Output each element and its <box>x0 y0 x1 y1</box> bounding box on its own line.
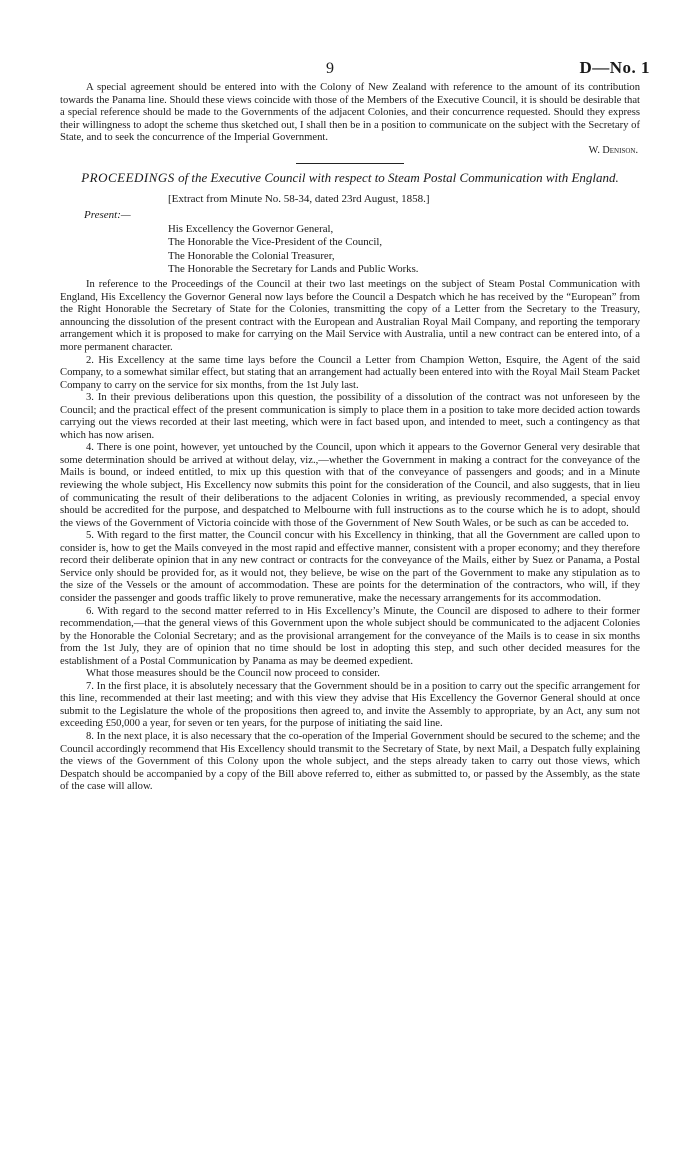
paragraph-2: 2. His Excellency at the same time lays before the Council a Letter from Champion Wetton, Esquire, the Agent of the said Company, to a somewhat similar effect, but stating that an arrangement had actually been entered into with the Royal Mail Steam Packet Company to carry on the service for six months, from the 1st July last. <box>60 354 640 391</box>
document-page <box>60 52 650 794</box>
paragraph-5: 5. With regard to the first matter, the Council concur with his Excellency in thinking, that all the Government are called upon to consider is, how to get the Mails conveyed in the most rapid and effective manner, consistent with a proper economy; and they therefore record their deliberate opinion that in any new contract or contracts for the conveyance of the Mails, either by Suez or Panama, a Postal Service only should be provided for, as it would not, they believe, be wise on the part of the Government to make any stipulation as to the size of the Vessels or the amount of accommodation. These are points for the determination of the contractors, who will, if they consider the passenger and goods traffic likely to prove remunerative, make the necessary arrangements for its accommodation. <box>60 530 640 604</box>
present-block <box>60 193 640 279</box>
attendee: The Honorable the Colonial Treasurer, <box>168 249 335 262</box>
attendee-list <box>168 223 418 276</box>
paragraph-6: 6. With regard to the second matter referred to in His Excellency’s Minute, the Council are disposed to adhere to their former recommendation,—that the general views of this Government upon the whole subject should be communicated to the adjacent Colonies by the Honorable the Colonial Secretary; and as the provisional arrangement for the conveyance of the Mails is to cease in six months from the 1st July, they are of opinion that no time should be lost in adopting this step, and such other decided measures for the establishment of a Postal Communication by Panama as may be deemed expedient. <box>60 605 640 667</box>
paragraph-measures: What those measures should be the Council now proceed to consider. <box>86 668 380 680</box>
paragraph-3: 3. In their previous deliberations upon this question, the possibility of a dissolution of the contract was not unforeseen by the Council; and the practical effect of the present communication is simply to place them in a position to take more decided action towards carrying out the views recorded at their last meeting, which were in fact based upon, and intended to meet, such a contingency as that which has now arisen. <box>60 392 640 441</box>
proceedings-heading-rest: of the Executive Council with respect to Steam Postal Communication with England. <box>178 170 619 186</box>
page-number: 9 <box>326 60 334 77</box>
attendee: The Honorable the Vice-President of the Council, <box>168 236 383 249</box>
document-reference: D—No. 1 <box>579 58 650 77</box>
running-head <box>60 52 650 82</box>
intro-paragraph: A special agreement should be entered into with the Colony of New Zealand with reference to the amount of its contribution towards the Panama line. Should these views coincide with those of the Members of the Executive Council, it is should be desirable that a special reference should be made to the Governments of the adjacent Colonies, and their concurrence requested. Should they express their willingness to adopt the scheme thus sketched out, I shall then be in a position to communicate on the subject with the Secretary of State, and to seek the concurrence of the Imperial Government. <box>60 82 640 144</box>
paragraph-1: In reference to the Proceedings of the Council at their two last meetings on the subject of Steam Postal Communication with England, His Excellency the Governor General now lays before the Council a Despatch which he has received by the “European” from the Right Honorable the Secretary of State for the Colonies, transmitting the copy of a Letter from the Secretary to the Treasury, announcing the dissolution of the present contract with the European and Australian Royal Mail Company, and reporting the temporary arrangement which it is proposed to make for carrying on the Mail Service with Australia, until a new contract can be entered into, of a more permanent character. <box>60 279 640 354</box>
attendee: His Excellency the Governor General, <box>168 223 334 236</box>
paragraph-8: 8. In the next place, it is also necessary that the co-operation of the Imperial Government should be secured to the scheme; and the Council accordingly recommend that His Excellency should transmit to the Secretary of State, by next Mail, a Despatch fully explaining the views of the Government of this Colony upon the whole subject, and the steps already taken to carry out those views, which Despatch should be accompanied by a copy of the Bill above referred to, either as submitted to, or passed by the Assembly, as the state of the case will allow. <box>60 730 640 793</box>
proceedings-heading-lead: PROCEEDINGS <box>81 170 175 186</box>
signature: W. Denison. <box>588 144 638 156</box>
paragraph-4: 4. There is one point, however, yet untouched by the Council, upon which it appears to the Governor General very desirable that some determination should be arrived at without delay, viz.,—whether the Government in making a contract for the conveyance of the Mails is bound, or indeed entitled, to mix up this question with that of the conveyance of passengers and goods; and in a Minute reviewing the whole subject, His Excellency now submits this point for the consideration of the Council, and also suggests, that in lieu of communicating the result of their deliberations to the adjacent Colonies in writing, as previously recommended, a special envoy should be accredited for the purpose, and despatched to Melbourne with full instructions as to the course which he is to adopt, should the views of the Government of Victoria coincide with those of the Government of New South Wales, or be such as can be acceded to. <box>60 442 640 529</box>
proceedings-heading <box>60 170 640 185</box>
paragraph-7: 7. In the first place, it is absolutely necessary that the Government should be in a position to carry out the specific arrangement for this line, recommended at their last meeting; and with this view they advise that His Excellency the Governor General should at once submit to the Legislature the whole of the propositions then agreed to, and invite the Assembly to appropriate, by an Act, any sum not exceeding £50,000 a year, for seven or ten years, for the purpose of initiating the said line. <box>60 680 640 730</box>
divider-rule <box>296 163 404 164</box>
present-label: Present:— <box>84 209 131 222</box>
extract-note: [Extract from Minute No. 58-34, dated 23rd August, 1858.] <box>168 193 430 206</box>
attendee: The Honorable the Secretary for Lands and Public Works. <box>168 262 419 275</box>
